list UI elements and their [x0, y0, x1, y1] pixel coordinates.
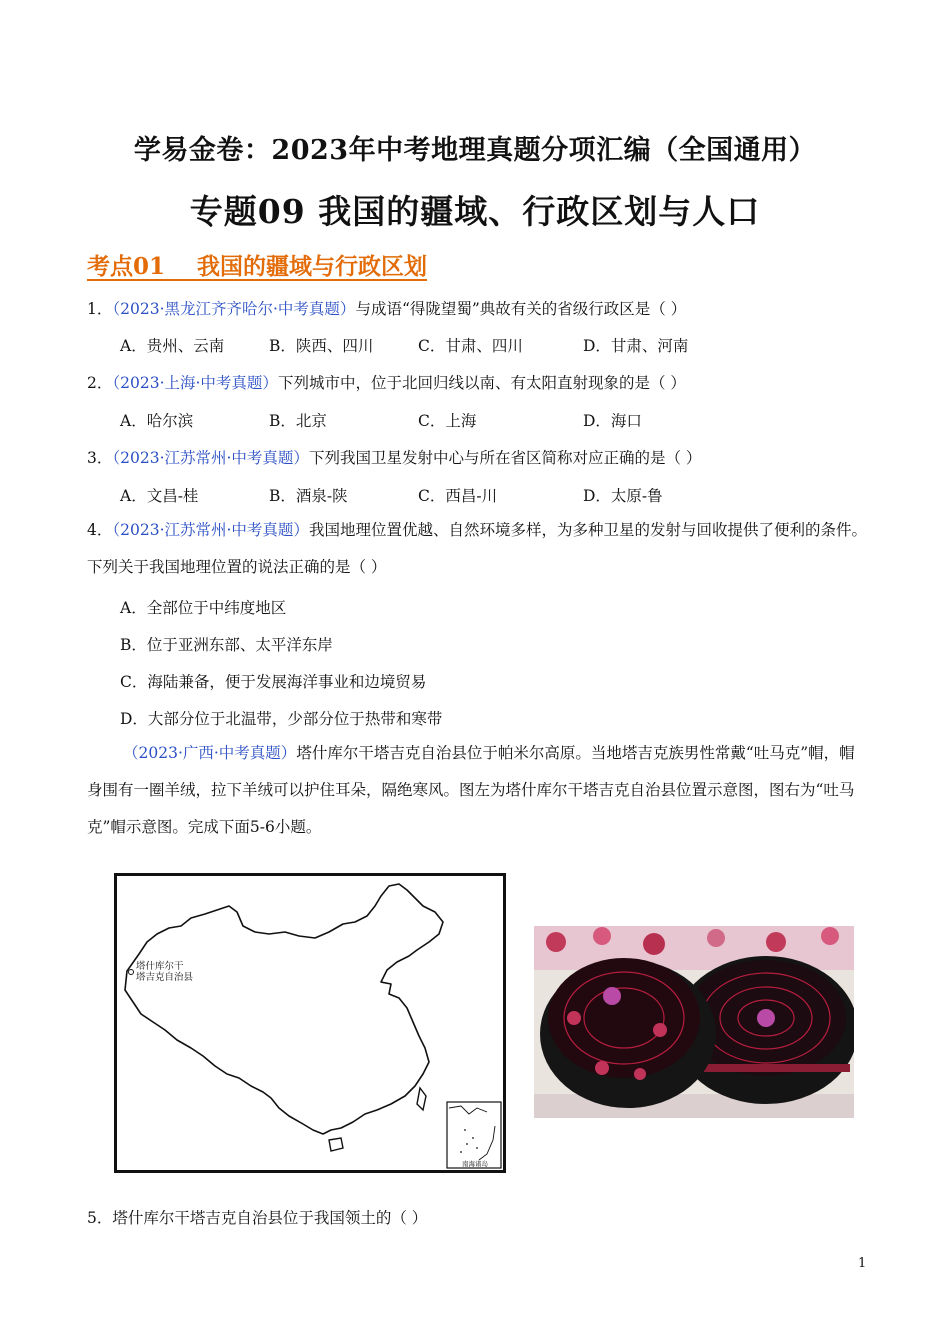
china-border: [125, 884, 443, 1134]
question-text: 我国地理位置优越、自然环境多样，为多种卫星的发射与回收提供了便利的条件。下列关于我国地理位置的说法正确的是（ ）: [87, 521, 867, 576]
topic-title: 专题09 我国的疆域、行政区划与人口: [189, 192, 761, 231]
question-source: （2023·上海·中考真题）: [112, 374, 278, 392]
tumak-hat-photo: [534, 926, 854, 1118]
option-d: D．海口: [583, 412, 642, 430]
question-text: 塔什库尔干塔吉克自治县位于我国领土的（ ）: [112, 1209, 428, 1227]
option-b: B．北京: [269, 412, 327, 430]
china-outline-map: [117, 876, 503, 1170]
tumak-hat-illustration: [534, 926, 854, 1118]
option-d: D．太原-鲁: [583, 487, 663, 505]
south-china-sea-inset: [447, 1102, 501, 1168]
question-number: 5．: [87, 1209, 113, 1227]
question-3: [87, 446, 701, 468]
map-label-line1: 塔什库尔干: [136, 961, 184, 972]
question-number: 2．: [87, 374, 113, 392]
question-source: （2023·黑龙江齐齐哈尔·中考真题）: [112, 300, 356, 318]
option-c: C．甘肃、四川: [418, 337, 523, 355]
option-b: B．陕西、四川: [269, 337, 374, 355]
china-location-map: [114, 873, 506, 1173]
question-text: 下列我国卫星发射中心与所在省区简称对应正确的是（ ）: [308, 449, 702, 467]
map-label-line2: 塔吉克自治县: [136, 972, 194, 983]
material-text: 塔什库尔干塔吉克自治县位于帕米尔高原。当地塔吉克族男性常戴“吐马克”帽，帽身围有一圈羊绒，拉下羊绒可以护住耳朵，隔绝寒风。图左为塔什库尔干塔吉克自治县位置示意图，图右为“吐马克”帽示意图。完成下面5-6小题。: [87, 744, 855, 836]
question-number: 3．: [87, 449, 113, 467]
question-1: [87, 297, 686, 319]
option-c: C．海陆兼备，便于发展海洋事业和边境贸易: [120, 673, 427, 691]
option-c: C．西昌-川: [418, 487, 498, 505]
option-a: A．文昌-桂: [120, 487, 199, 505]
option-a: A．哈尔滨: [120, 412, 194, 430]
section-heading: 考点01 我国的疆域与行政区划: [87, 253, 428, 280]
question-number: 4．: [87, 521, 113, 539]
question-text: 与成语“得陇望蜀”典故有关的省级行政区是（ ）: [355, 300, 687, 318]
page-number: 1: [858, 1256, 867, 1271]
material-source: （2023·广西·中考真题）: [123, 744, 297, 762]
option-a: A．全部位于中纬度地区: [120, 599, 287, 617]
option-a: A．贵州、云南: [120, 337, 225, 355]
option-b: B．酒泉-陕: [269, 487, 348, 505]
option-c: C．上海: [418, 412, 477, 430]
question-5: [87, 1206, 427, 1228]
taiwan-island: [417, 1088, 426, 1110]
document-title: 学易金卷：2023年中考地理真题分项汇编（全国通用）: [133, 135, 817, 166]
question-text: 下列城市中，位于北回归线以南、有太阳直射现象的是（ ）: [277, 374, 686, 392]
question-number: 1．: [87, 300, 113, 318]
material-passage: [87, 735, 867, 846]
question-4: [87, 512, 867, 586]
hainan-island: [329, 1138, 343, 1151]
option-d: D．甘肃、河南: [583, 337, 689, 355]
option-b: B．位于亚洲东部、太平洋东岸: [120, 636, 333, 654]
inset-label: 南海诸岛: [462, 1160, 488, 1168]
question-2: [87, 371, 686, 393]
county-location-marker: [129, 970, 134, 975]
question-source: （2023·江苏常州·中考真题）: [112, 521, 309, 539]
option-d: D．大部分位于北温带，少部分位于热带和寒带: [120, 710, 443, 728]
question-source: （2023·江苏常州·中考真题）: [112, 449, 309, 467]
